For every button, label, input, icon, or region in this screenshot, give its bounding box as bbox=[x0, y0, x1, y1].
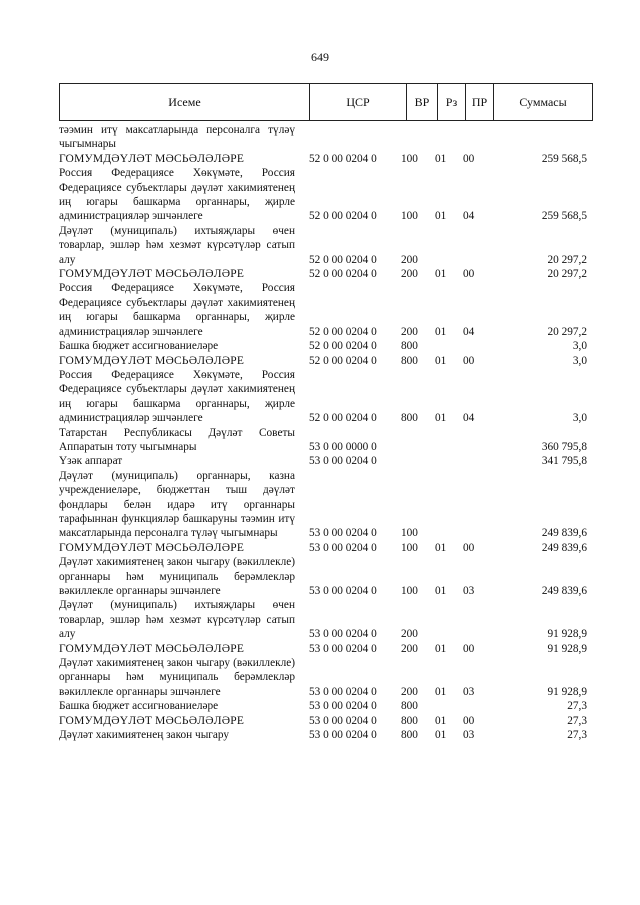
vr-cell: 200 bbox=[401, 268, 418, 281]
vr-cell: 200 bbox=[401, 325, 418, 338]
pr-cell: 00 bbox=[463, 354, 475, 367]
pr-cell: 03 bbox=[463, 585, 475, 597]
vr-cell: 200 bbox=[401, 685, 418, 698]
pr-cell: 00 bbox=[463, 541, 475, 554]
table-row bbox=[59, 714, 593, 728]
pr-cell: 00 bbox=[463, 268, 475, 281]
vr-cell: 800 bbox=[401, 412, 418, 425]
sum-cell: 27,3 bbox=[567, 700, 587, 713]
sum-cell: 20 297,2 bbox=[547, 325, 587, 338]
name-cell: Россия Федерациясе Хөкүмәте, Россия Федерациясе субъектлары дәүләт хакимиятенең иң югары башкарма органнары, җирле администрацияләр эшчәнлеге bbox=[59, 368, 295, 425]
csr-cell: 53 0 00 0204 0 bbox=[309, 729, 377, 742]
pr-cell: 00 bbox=[463, 642, 475, 655]
sum-cell: 27,3 bbox=[567, 714, 587, 727]
name-cell: Дәүләт (муниципаль) органнары, казна учреждениеләре, бюджеттан тыш дәүләт фондлары белән идарә итү органнары тарафыннан функцияләр башкаруны тәэмин итү максатларында персоналга түләү чыгымнары bbox=[59, 469, 295, 540]
name-cell: Үзәк аппарат bbox=[59, 455, 123, 468]
csr-cell: 52 0 00 0204 0 bbox=[309, 268, 377, 281]
sum-cell: 3,0 bbox=[572, 412, 587, 425]
header-rz: Рз bbox=[438, 84, 466, 120]
csr-cell: 52 0 00 0204 0 bbox=[309, 354, 377, 367]
csr-cell: 52 0 00 0204 0 bbox=[309, 253, 377, 266]
sum-cell: 20 297,2 bbox=[547, 253, 587, 266]
name-cell: ГОМУМДӘҮЛӘТ МӘСЬӘЛӘЛӘРЕ bbox=[59, 714, 245, 727]
name-cell: Дәүләт хакимиятенең закон чыгару (вәкиллекле) органнары һәм муниципаль берәмлекләр вәкиллекле органнары эшчәнлеге bbox=[59, 657, 295, 698]
csr-cell: 52 0 00 0204 0 bbox=[309, 210, 377, 223]
rz-cell: 01 bbox=[435, 210, 447, 223]
rz-cell: 01 bbox=[435, 714, 447, 727]
sum-cell: 3,0 bbox=[572, 354, 587, 367]
name-cell: ГОМУМДӘҮЛӘТ МӘСЬӘЛӘЛӘРЕ bbox=[59, 541, 245, 554]
vr-cell: 800 bbox=[401, 354, 418, 367]
csr-cell: 53 0 00 0204 0 bbox=[309, 685, 377, 698]
rz-cell: 01 bbox=[435, 585, 447, 597]
vr-cell: 800 bbox=[401, 340, 418, 353]
table-row bbox=[59, 281, 593, 339]
pr-cell: 04 bbox=[463, 325, 475, 338]
sum-cell: 20 297,2 bbox=[547, 268, 587, 281]
csr-cell: 53 0 00 0204 0 bbox=[309, 527, 377, 540]
rz-cell: 01 bbox=[435, 729, 447, 742]
pr-cell: 04 bbox=[463, 412, 475, 425]
name-cell: ГОМУМДӘҮЛӘТ МӘСЬӘЛӘЛӘРЕ bbox=[59, 152, 245, 165]
table-row bbox=[59, 728, 593, 742]
table-row bbox=[59, 123, 593, 152]
table-row bbox=[59, 152, 593, 166]
csr-cell: 52 0 00 0204 0 bbox=[309, 340, 377, 353]
sum-cell: 259 568,5 bbox=[541, 210, 587, 223]
csr-cell: 53 0 00 0204 0 bbox=[309, 714, 377, 727]
header-sum: Суммасы bbox=[519, 94, 567, 109]
header-pr: ПР bbox=[466, 84, 494, 120]
csr-cell: 53 0 00 0204 0 bbox=[309, 585, 377, 597]
rz-cell: 01 bbox=[435, 642, 447, 655]
csr-cell: 52 0 00 0204 0 bbox=[309, 325, 377, 338]
table-row bbox=[59, 555, 593, 598]
sum-cell: 249 839,6 bbox=[541, 585, 587, 597]
name-cell: ГОМУМДӘҮЛӘТ МӘСЬӘЛӘЛӘРЕ bbox=[59, 354, 245, 367]
table-row bbox=[59, 267, 593, 281]
name-cell: Дәүләт (муниципаль) ихтыяҗлары өчен товарлар, эшләр һәм хезмәт күрсәтүләр сатып алу bbox=[59, 599, 295, 641]
vr-cell: 100 bbox=[401, 210, 418, 223]
pr-cell: 03 bbox=[463, 729, 475, 742]
sum-cell: 259 568,5 bbox=[541, 152, 587, 165]
name-cell: ГОМУМДӘҮЛӘТ МӘСЬӘЛӘЛӘРЕ bbox=[59, 268, 245, 281]
csr-cell: 52 0 00 0204 0 bbox=[309, 412, 377, 425]
table-row bbox=[59, 426, 593, 455]
sum-cell: 3,0 bbox=[572, 340, 587, 353]
header-name: Исеме bbox=[60, 84, 310, 120]
sum-cell: 91 928,9 bbox=[547, 642, 587, 655]
vr-cell: 800 bbox=[401, 714, 418, 727]
table-body bbox=[59, 123, 593, 742]
table-row bbox=[59, 642, 593, 656]
table-row bbox=[59, 224, 593, 267]
name-cell: Россия Федерациясе Хөкүмәте, Россия Федерациясе субъектлары дәүләт хакимиятенең иң югары башкарма органнары, җирле администрацияләр эшчәнлеге bbox=[59, 282, 295, 338]
name-cell: Башка бюджет ассигнованиеләре bbox=[59, 700, 219, 713]
table-row bbox=[59, 541, 593, 555]
sum-cell: 91 928,9 bbox=[547, 685, 587, 698]
name-cell: тәэмин итү максатларында персоналга түләү чыгымнары bbox=[59, 124, 295, 151]
name-cell: Дәүләт хакимиятенең закон чыгару bbox=[59, 729, 230, 742]
pr-cell: 04 bbox=[463, 210, 475, 223]
vr-cell: 100 bbox=[401, 541, 418, 554]
csr-cell: 53 0 00 0204 0 bbox=[309, 642, 377, 655]
sum-cell: 249 839,6 bbox=[541, 527, 587, 540]
vr-cell: 800 bbox=[401, 700, 418, 713]
table-row bbox=[59, 598, 593, 641]
table-row bbox=[59, 656, 593, 699]
vr-cell: 200 bbox=[401, 642, 418, 655]
vr-cell: 100 bbox=[401, 585, 418, 597]
table-row bbox=[59, 368, 593, 426]
csr-cell: 53 0 00 0204 0 bbox=[309, 541, 377, 554]
table-row bbox=[59, 354, 593, 368]
vr-cell: 100 bbox=[401, 527, 418, 540]
pr-cell: 00 bbox=[463, 714, 475, 727]
pr-cell: 00 bbox=[463, 152, 475, 165]
page-number: 649 bbox=[311, 50, 329, 64]
name-cell: Дәүләт хакимиятенең закон чыгару (вәкиллекле) органнары һәм муниципаль берәмлекләр вәкиллекле органнары эшчәнлеге bbox=[59, 556, 295, 597]
rz-cell: 01 bbox=[435, 541, 447, 554]
vr-cell: 200 bbox=[401, 628, 418, 641]
rz-cell: 01 bbox=[435, 412, 447, 425]
sum-cell: 360 795,8 bbox=[541, 440, 587, 453]
vr-cell: 200 bbox=[401, 253, 418, 266]
sum-cell: 249 839,6 bbox=[541, 541, 587, 554]
name-cell: Татарстан Республикасы Дәүләт Советы Аппаратын тоту чыгымнары bbox=[59, 426, 295, 453]
name-cell: Россия Федерациясе Хөкүмәте, Россия Федерациясе субъектлары дәүләт хакимиятенең иң югары башкарма органнары, җирле администрацияләр эшчәнлеге bbox=[59, 167, 295, 223]
vr-cell: 800 bbox=[401, 729, 418, 742]
rz-cell: 01 bbox=[435, 354, 447, 367]
sum-cell: 91 928,9 bbox=[547, 628, 587, 641]
rz-cell: 01 bbox=[435, 268, 447, 281]
header-csr: ЦСР bbox=[310, 84, 407, 120]
vr-cell: 100 bbox=[401, 152, 418, 165]
pr-cell: 03 bbox=[463, 685, 475, 698]
table-row bbox=[59, 699, 593, 713]
table-row bbox=[59, 339, 593, 353]
table-row bbox=[59, 454, 593, 468]
sum-cell: 341 795,8 bbox=[541, 455, 587, 468]
name-cell: ГОМУМДӘҮЛӘТ МӘСЬӘЛӘЛӘРЕ bbox=[59, 642, 245, 655]
csr-cell: 52 0 00 0204 0 bbox=[309, 152, 377, 165]
table-row bbox=[59, 469, 593, 541]
csr-cell: 53 0 00 0204 0 bbox=[309, 700, 377, 713]
table-header bbox=[59, 83, 593, 121]
rz-cell: 01 bbox=[435, 325, 447, 338]
rz-cell: 01 bbox=[435, 685, 447, 698]
name-cell: Башка бюджет ассигнованиеләре bbox=[59, 340, 219, 353]
csr-cell: 53 0 00 0204 0 bbox=[309, 455, 377, 468]
header-vr: ВР bbox=[407, 84, 438, 120]
rz-cell: 01 bbox=[435, 152, 447, 165]
table-row bbox=[59, 166, 593, 224]
name-cell: Дәүләт (муниципаль) ихтыяҗлары өчен товарлар, эшләр һәм хезмәт күрсәтүләр сатып алу bbox=[59, 224, 295, 266]
csr-cell: 53 0 00 0204 0 bbox=[309, 628, 377, 641]
csr-cell: 53 0 00 0000 0 bbox=[309, 440, 377, 453]
sum-cell: 27,3 bbox=[567, 729, 587, 742]
